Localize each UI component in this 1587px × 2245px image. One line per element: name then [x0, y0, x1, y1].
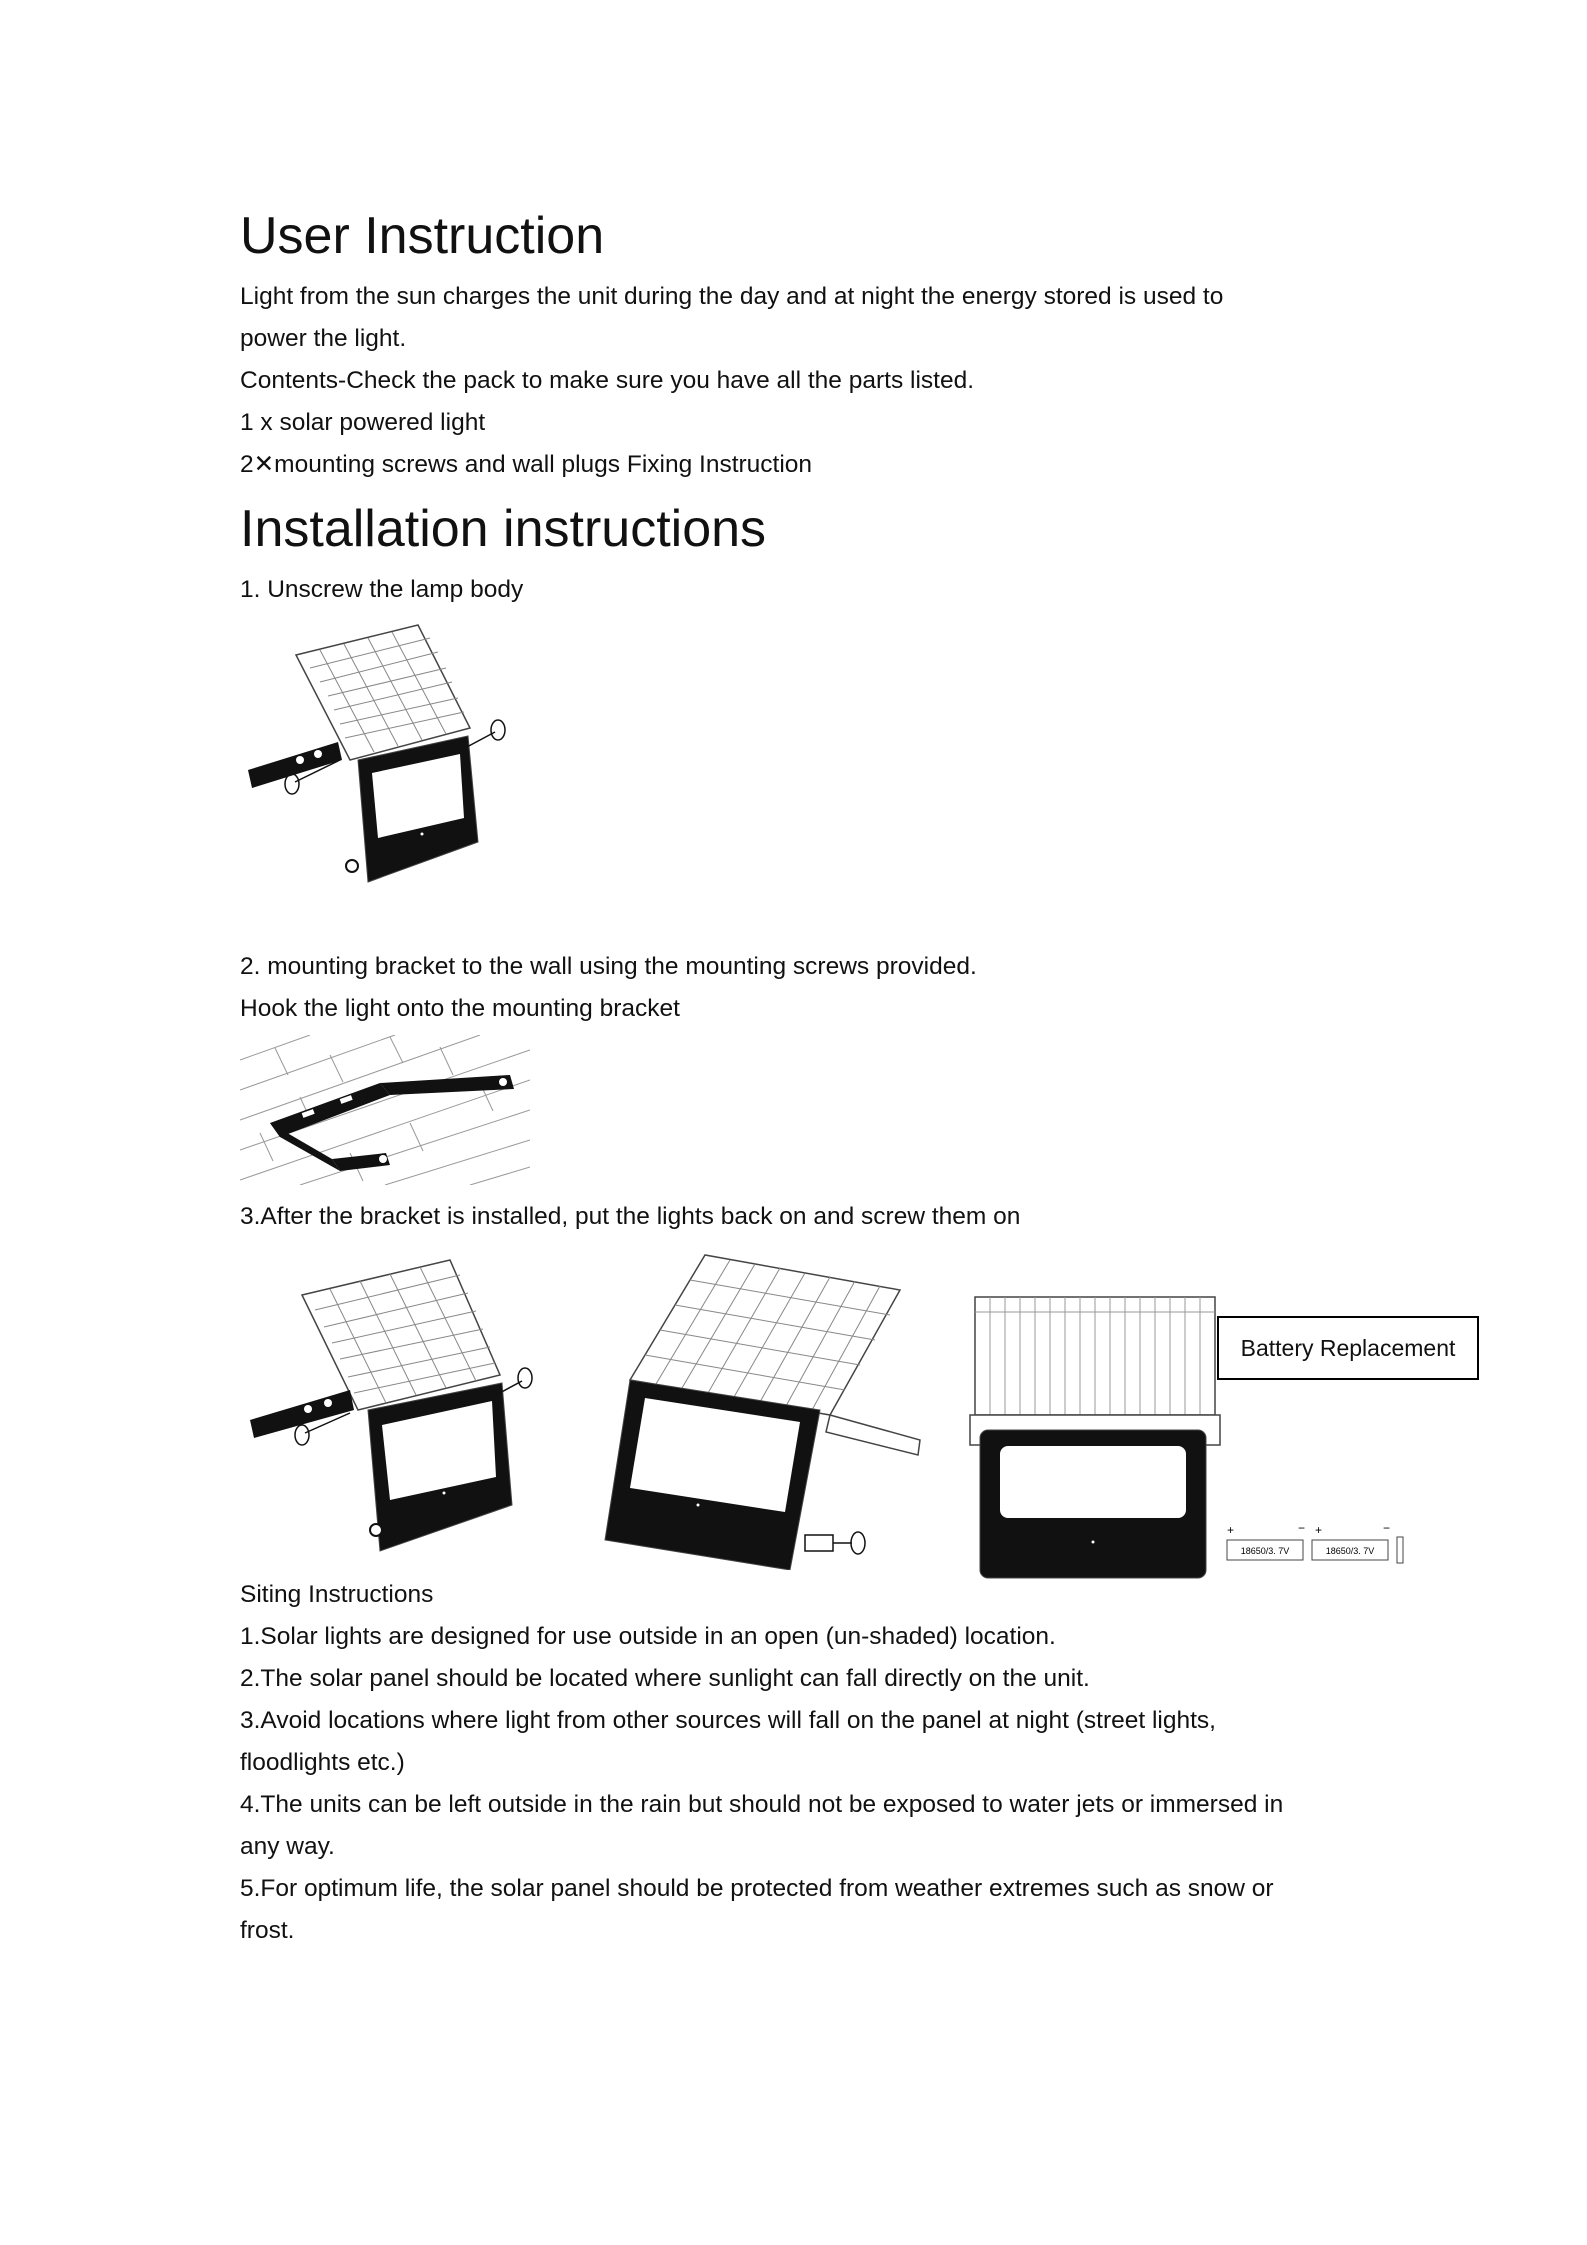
step-1-text: 1. Unscrew the lamp body — [240, 576, 524, 603]
user-instruction-title: User Instruction — [240, 207, 605, 265]
screw-icon — [805, 1532, 865, 1554]
siting-line-1: 1.Solar lights are designed for use outside in an open (un-shaded) location. — [240, 1623, 1056, 1650]
solar-panel-drawing — [296, 625, 470, 760]
battery-cell-label-2: 18650/3. 7V — [1325, 1546, 1375, 1556]
siting-line-5: 4.The units can be left outside in the rain but should not be exposed to water jets or immersed in — [240, 1791, 1284, 1818]
step-2-text-line-1: 2. mounting bracket to the wall using the mounting screws provided. — [240, 953, 977, 980]
battery-plus-sign-1: + — [1227, 1523, 1235, 1537]
siting-line-3: 3.Avoid locations where light from other sources will fall on the panel at night (street lights, — [240, 1707, 1216, 1734]
siting-line-6: any way. — [240, 1833, 335, 1860]
lamp-body-drawing — [368, 1383, 512, 1551]
solar-panel-drawing — [302, 1260, 500, 1410]
contents-line: Contents-Check the pack to make sure you have all the parts listed. — [240, 367, 975, 394]
solar-panel-drawing — [970, 1297, 1220, 1445]
siting-line-8: frost. — [240, 1917, 295, 1944]
lamp-body-drawing — [605, 1380, 820, 1570]
siting-line-7: 5.For optimum life, the solar panel should be protected from weather extremes such as snow or — [240, 1875, 1274, 1902]
mounting-bracket-drawing — [248, 742, 342, 788]
contents-item-light: 1 x solar powered light — [240, 409, 486, 436]
intro-line-2: power the light. — [240, 325, 407, 352]
siting-line-2: 2.The solar panel should be located where sunlight can fall directly on the unit. — [240, 1665, 1090, 1692]
support-arm-drawing — [826, 1415, 920, 1455]
mounting-bracket-drawing — [250, 1390, 354, 1438]
step-2-text-line-2: Hook the light onto the mounting bracket — [240, 995, 680, 1022]
intro-line-1: Light from the sun charges the unit during the day and at night the energy stored is used to — [240, 283, 1224, 310]
step-3-text: 3.After the bracket is installed, put the lights back on and screw them on — [240, 1203, 1021, 1230]
reattach-left-figure — [240, 1255, 540, 1555]
wall-bracket-figure — [240, 1035, 530, 1185]
battery-minus-sign-1: − — [1298, 1521, 1306, 1535]
contents-item-screws: 2✕mounting screws and wall plugs Fixing Instruction — [240, 451, 813, 478]
lamp-body-drawing — [346, 736, 478, 882]
battery-replacement-callout: Battery Replacement — [1217, 1316, 1479, 1380]
battery-minus-sign-2: − — [1383, 1521, 1391, 1535]
siting-title: Siting Instructions — [240, 1581, 434, 1608]
siting-line-4: floodlights etc.) — [240, 1749, 405, 1776]
installation-title: Installation instructions — [240, 500, 767, 558]
unscrew-lamp-figure — [240, 620, 520, 895]
battery-cells-drawing — [1227, 1521, 1403, 1563]
lamp-body-drawing — [980, 1430, 1206, 1578]
reattach-middle-figure — [600, 1250, 930, 1570]
battery-plus-sign-2: + — [1315, 1523, 1323, 1537]
battery-cell-label-1: 18650/3. 7V — [1240, 1546, 1290, 1556]
